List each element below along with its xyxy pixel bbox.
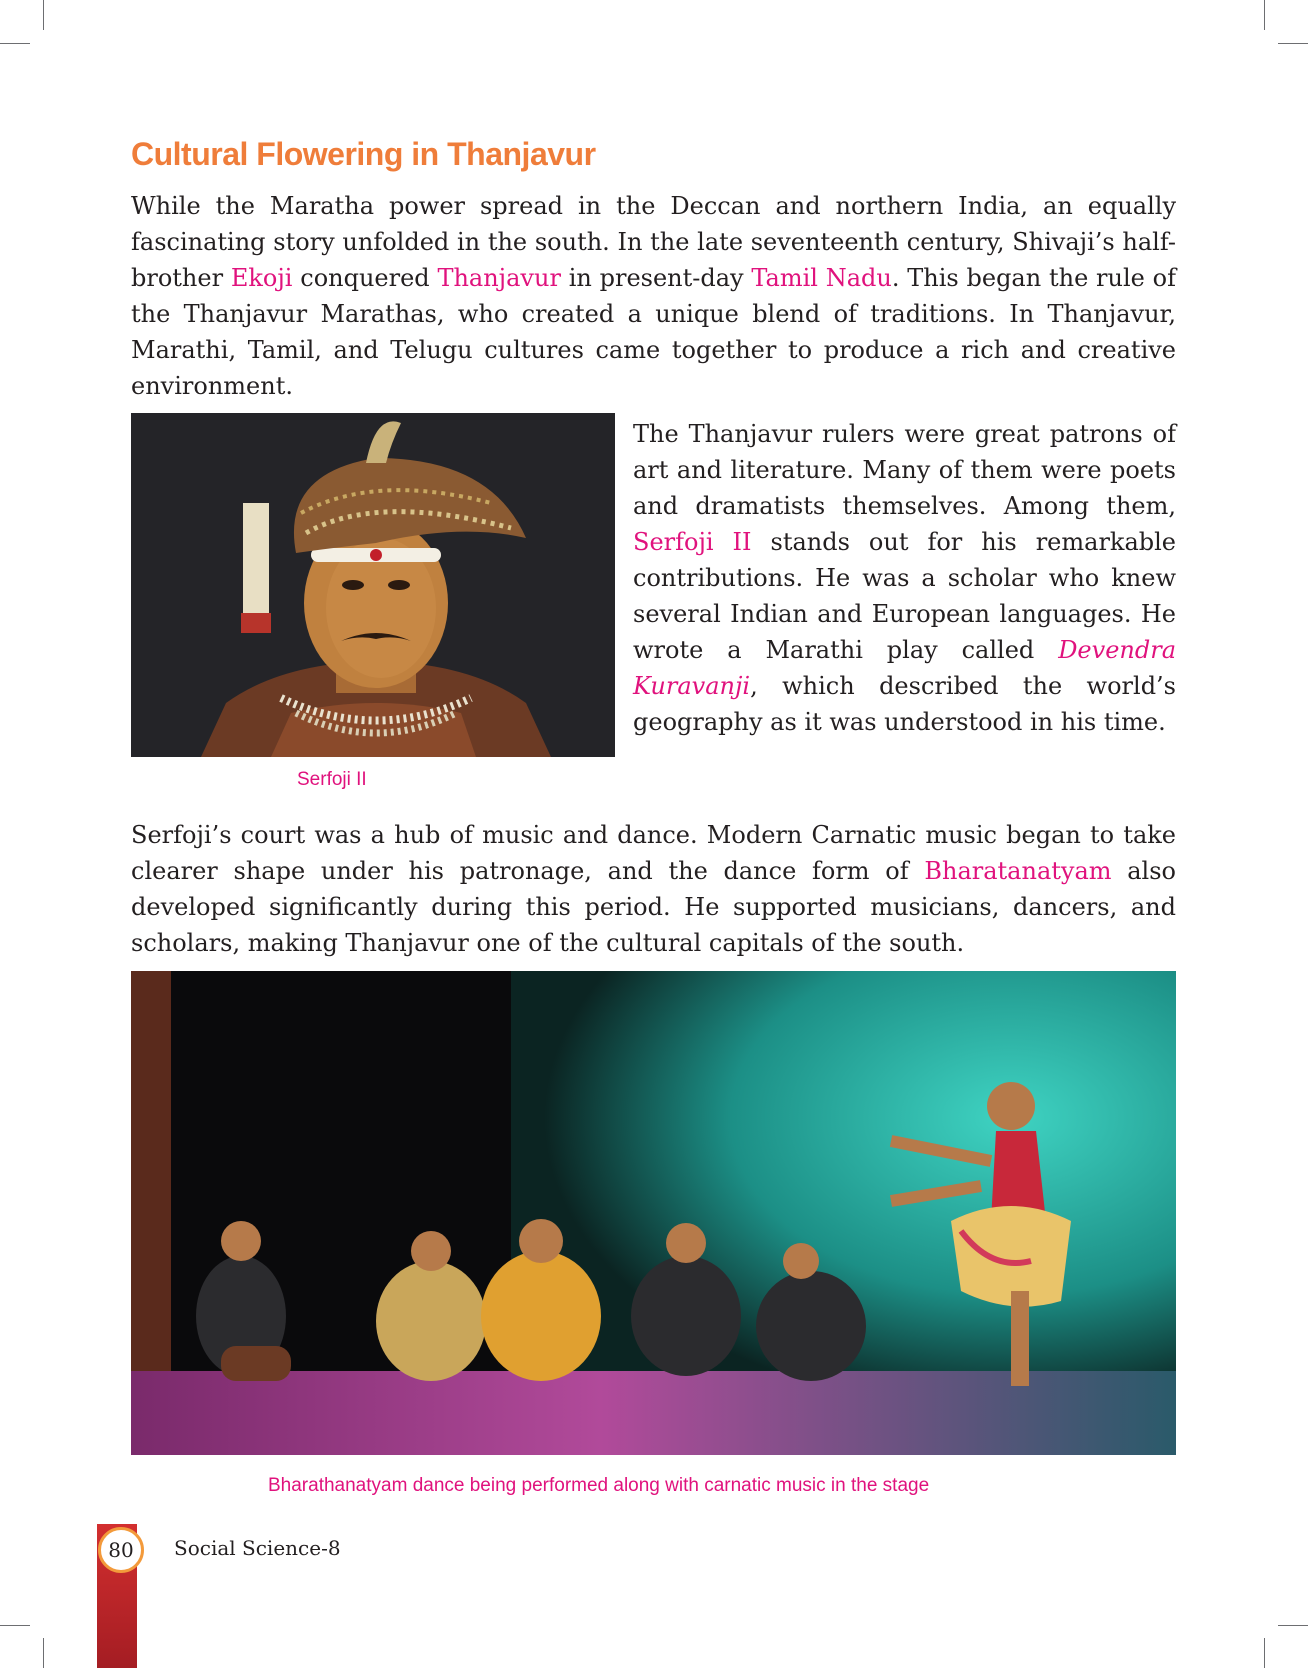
section-heading: Cultural Flowering in Thanjavur [131,136,596,172]
crop-mark [0,1625,30,1626]
performance-caption: Bharathanatyam dance being performed along with carnatic music in the stage [268,1475,930,1496]
intro-paragraph [131,188,1176,404]
keyword-serfoji-ii: Serfoji II [633,528,752,556]
crop-mark [0,43,30,44]
serfoji-caption: Serfoji II [297,769,367,790]
text-run: , which described the world’s geography as it was understood in his time. [633,672,1176,736]
crop-mark [1264,1638,1265,1668]
text-run: . This began the rule of the Thanjavur Marathas, who created a unique blend of traditions. In Thanjavur, Marathi, Tamil, and Telugu cultures came together to produce a rich and creative environment. [131,264,1176,400]
page-number-badge [98,1527,144,1573]
keyword-ekoji: Ekoji [230,264,293,292]
serfoji-paragraph [633,416,1176,740]
keyword-bharatanatyam: Bharatanatyam [924,857,1112,885]
crop-mark [43,0,44,30]
keyword-thanjavur: Thanjavur [437,264,561,292]
text-run: The Thanjavur rulers were great patrons of art and literature. Many of them were poets and dramatists themselves. Among them, [633,420,1176,520]
text-run: also developed significantly during this period. He supported musicians, dancers, and scholars, making Thanjavur one of the cultural capitals of the south. [131,857,1176,957]
crop-mark [1264,0,1265,30]
serfoji-portrait-image [131,413,615,757]
text-run: conquered [292,264,438,292]
keyword-tamil-nadu: Tamil Nadu [751,264,892,292]
music-dance-paragraph [131,817,1176,961]
text-run: Serfoji’s court was a hub of music and dance. Modern Carnatic music began to take clearer shape under his patronage, and the dance form of [131,821,1176,885]
page-number: 80 [108,1538,134,1562]
crop-mark [1278,43,1308,44]
text-run: stands out for his remarkable contributions. He was a scholar who knew several Indian and European languages. He wrote a Marathi play called [633,528,1177,664]
text-run: in present-day [560,264,752,292]
crop-mark [43,1638,44,1668]
text-run: While the Maratha power spread in the Deccan and northern India, an equally fascinating story unfolded in the south. In the late seventeenth century, Shivaji’s half-brother [131,192,1176,292]
keyword-devendra-kuravanji: Devendra Kuravanji [633,636,1176,700]
crop-mark [1278,1625,1308,1626]
book-title: Social Science-8 [174,1536,341,1560]
bharatanatyam-performance-image [131,971,1176,1455]
